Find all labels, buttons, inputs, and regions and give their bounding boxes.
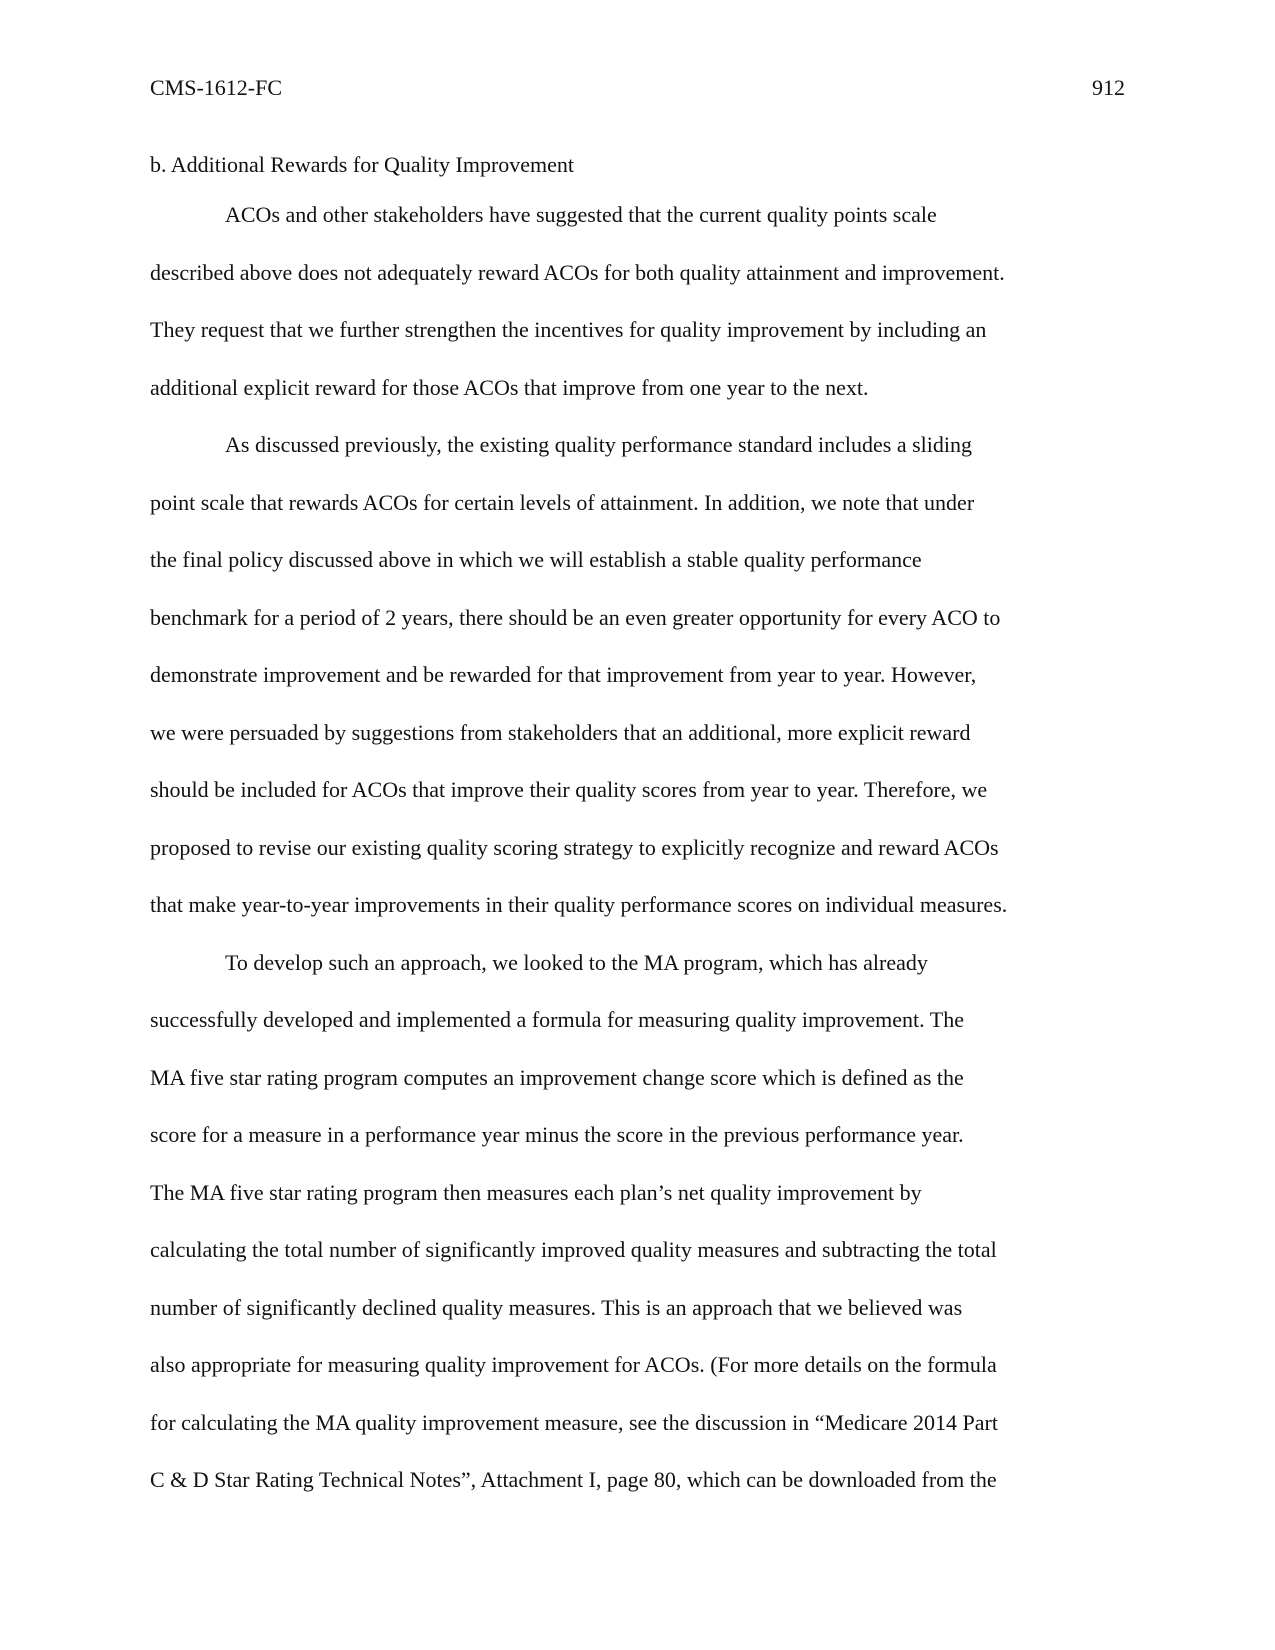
text-line: MA five star rating program computes an improvement change score which is defined as the xyxy=(150,1064,964,1090)
text-line: score for a measure in a performance year minus the score in the previous performance year. xyxy=(150,1122,964,1147)
text-line: we were persuaded by suggestions from stakeholders that an additional, more explicit reward xyxy=(150,719,971,745)
page-header xyxy=(150,72,1125,104)
text-line: additional explicit reward for those ACOs that improve from one year to the next. xyxy=(150,374,869,400)
paragraph-1 xyxy=(150,186,1125,416)
text-line: described above does not adequately reward ACOs for both quality attainment and improvement. xyxy=(150,259,1005,285)
text-line: demonstrate improvement and be rewarded for that improvement from year to year. However, xyxy=(150,662,977,687)
text-line: They request that we further strengthen the incentives for quality improvement by including an xyxy=(150,317,987,342)
text-line: C & D Star Rating Technical Notes”, Attachment I, page 80, which can be downloaded from the xyxy=(150,1467,997,1492)
text-line: calculating the total number of significantly improved quality measures and subtracting the total xyxy=(150,1237,997,1262)
paragraph-2 xyxy=(150,416,1125,934)
paragraph-3 xyxy=(150,934,1125,1509)
text-line: that make year-to-year improvements in their quality performance scores on individual measures. xyxy=(150,892,1008,917)
text-line: also appropriate for measuring quality improvement for ACOs. (For more details on the formula xyxy=(150,1352,997,1377)
text-line: point scale that rewards ACOs for certain levels of attainment. In addition, we note that under xyxy=(150,489,975,515)
page-number: 912 xyxy=(1092,75,1125,100)
text-line: To develop such an approach, we looked to the MA program, which has already xyxy=(225,949,928,975)
text-line: ACOs and other stakeholders have suggested that the current quality points scale xyxy=(225,202,937,227)
text-line: should be included for ACOs that improve their quality scores from year to year. Therefore, we xyxy=(150,777,988,802)
text-line: for calculating the MA quality improvement measure, see the discussion in “Medicare 2014 Part xyxy=(150,1409,998,1435)
text-line: benchmark for a period of 2 years, there should be an even greater opportunity for every ACO to xyxy=(150,604,1001,630)
text-line: proposed to revise our existing quality scoring strategy to explicitly recognize and reward ACOs xyxy=(150,834,999,860)
text-line: the final policy discussed above in which we will establish a stable quality performance xyxy=(150,547,922,572)
text-line: number of significantly declined quality measures. This is an approach that we believed was xyxy=(150,1294,963,1320)
text-line: successfully developed and implemented a formula for measuring quality improvement. The xyxy=(150,1007,964,1032)
section-heading: b. Additional Rewards for Quality Improvement xyxy=(150,152,575,177)
text-line: The MA five star rating program then measures each plan’s net quality improvement by xyxy=(150,1179,922,1205)
document-id: CMS-1612-FC xyxy=(150,75,283,100)
page-body xyxy=(150,144,1125,1509)
text-line: As discussed previously, the existing quality performance standard includes a sliding xyxy=(225,432,973,457)
